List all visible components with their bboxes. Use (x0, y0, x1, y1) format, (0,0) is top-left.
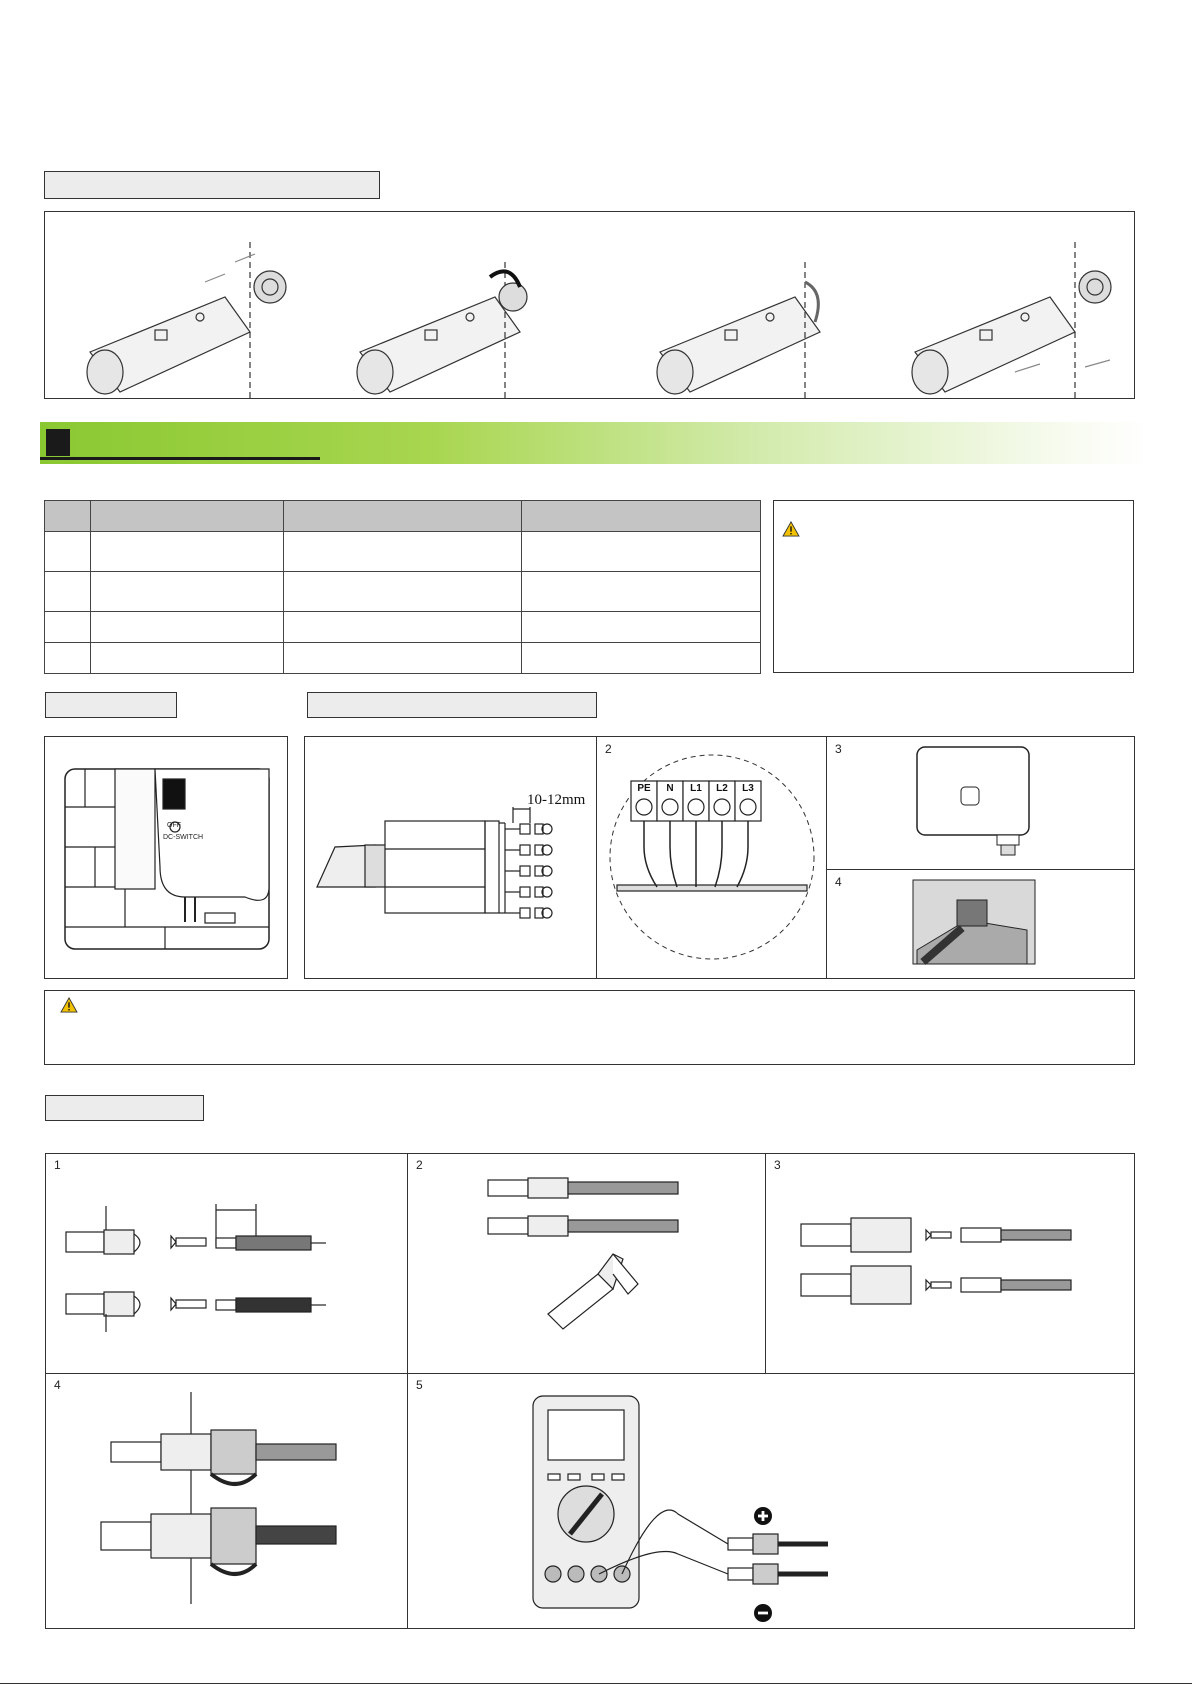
step-number: 4 (835, 875, 842, 889)
spec-cell (45, 532, 91, 572)
spec-cell (283, 532, 522, 572)
step-number: 4 (54, 1378, 61, 1392)
dc-connector-panel (45, 1153, 1135, 1629)
inverter-front-drawing (827, 737, 1134, 869)
warning-triangle-icon (782, 521, 800, 537)
section-label-top (44, 171, 380, 199)
section-banner (40, 422, 1150, 464)
step-number: 2 (416, 1158, 423, 1172)
section-label-left-mid (45, 692, 177, 718)
spec-table-wrapper (44, 500, 761, 674)
dc-assemble-drawing (766, 1154, 1135, 1374)
terminal-label-l1: L1 (690, 783, 702, 794)
plus-circle-icon (753, 1506, 773, 1526)
warning-triangle-icon (60, 997, 78, 1013)
connector-photo-drawing (827, 870, 1134, 977)
step-number: 1 (54, 1158, 61, 1172)
spec-cell (45, 612, 91, 643)
spec-header-cell (45, 501, 91, 532)
dc-crimp-drawing (408, 1154, 766, 1374)
terminal-label-pe: PE (637, 783, 651, 794)
ac-terminal-block-drawing (597, 737, 826, 978)
spec-table (44, 500, 761, 674)
ac-wiring-panel (304, 736, 1135, 979)
spec-cell (522, 572, 761, 612)
spec-cell (90, 612, 283, 643)
section-label-bottom (45, 1095, 204, 1121)
ac-cable-strip-drawing (305, 737, 596, 978)
spec-cell (90, 572, 283, 612)
spec-cell (90, 532, 283, 572)
warning-box-top (773, 500, 1134, 673)
terminal-label-l3: L3 (742, 783, 754, 794)
warning-box-mid (44, 990, 1135, 1065)
wall-mounted-inverter-drawing (45, 737, 287, 978)
spec-cell (283, 643, 522, 674)
spec-cell (283, 612, 522, 643)
page-bottom-rule (0, 1683, 1192, 1684)
spec-header-cell (90, 501, 283, 532)
ac-step-4-cell (826, 870, 1134, 978)
dc-step-4-cell (46, 1374, 407, 1628)
spec-cell (90, 643, 283, 674)
multimeter-test-drawing (408, 1374, 1135, 1628)
section-number-block (46, 429, 70, 456)
connector-lock-illustration-panel (44, 211, 1135, 399)
dc-tighten-drawing (46, 1374, 407, 1628)
svg-text:DC-SWITCH: DC-SWITCH (163, 834, 204, 841)
strip-length-label: 10-12mm (527, 792, 586, 808)
dc-step-3-cell (765, 1154, 1134, 1374)
spec-cell (45, 643, 91, 674)
spec-header-cell (283, 501, 522, 532)
spec-cell (522, 643, 761, 674)
ac-step-2-cell (596, 737, 826, 978)
minus-circle-icon (753, 1603, 773, 1623)
banner-underline (40, 457, 320, 460)
spec-cell (522, 532, 761, 572)
ac-step-3-cell (826, 737, 1134, 870)
ac-switch-panel (44, 736, 288, 979)
spec-cell (522, 612, 761, 643)
spec-cell (45, 572, 91, 612)
terminal-labels (631, 783, 761, 797)
spec-cell (283, 572, 522, 612)
ac-step-1-cell (305, 737, 596, 978)
connector-lock-drawings (45, 212, 1134, 398)
step-number: 2 (605, 742, 612, 756)
step-number: 5 (416, 1378, 423, 1392)
step-number: 3 (835, 742, 842, 756)
dc-cable-strip-drawing (46, 1154, 407, 1374)
section-label-right-mid (307, 692, 597, 718)
terminal-label-n: N (666, 783, 674, 794)
dc-step-1-cell (46, 1154, 407, 1374)
step-number: 3 (774, 1158, 781, 1172)
svg-text:OFF: OFF (167, 822, 181, 829)
terminal-label-l2: L2 (716, 783, 728, 794)
dc-step-5-cell (407, 1374, 1134, 1628)
dc-step-2-cell (407, 1154, 765, 1374)
spec-header-cell (522, 501, 761, 532)
